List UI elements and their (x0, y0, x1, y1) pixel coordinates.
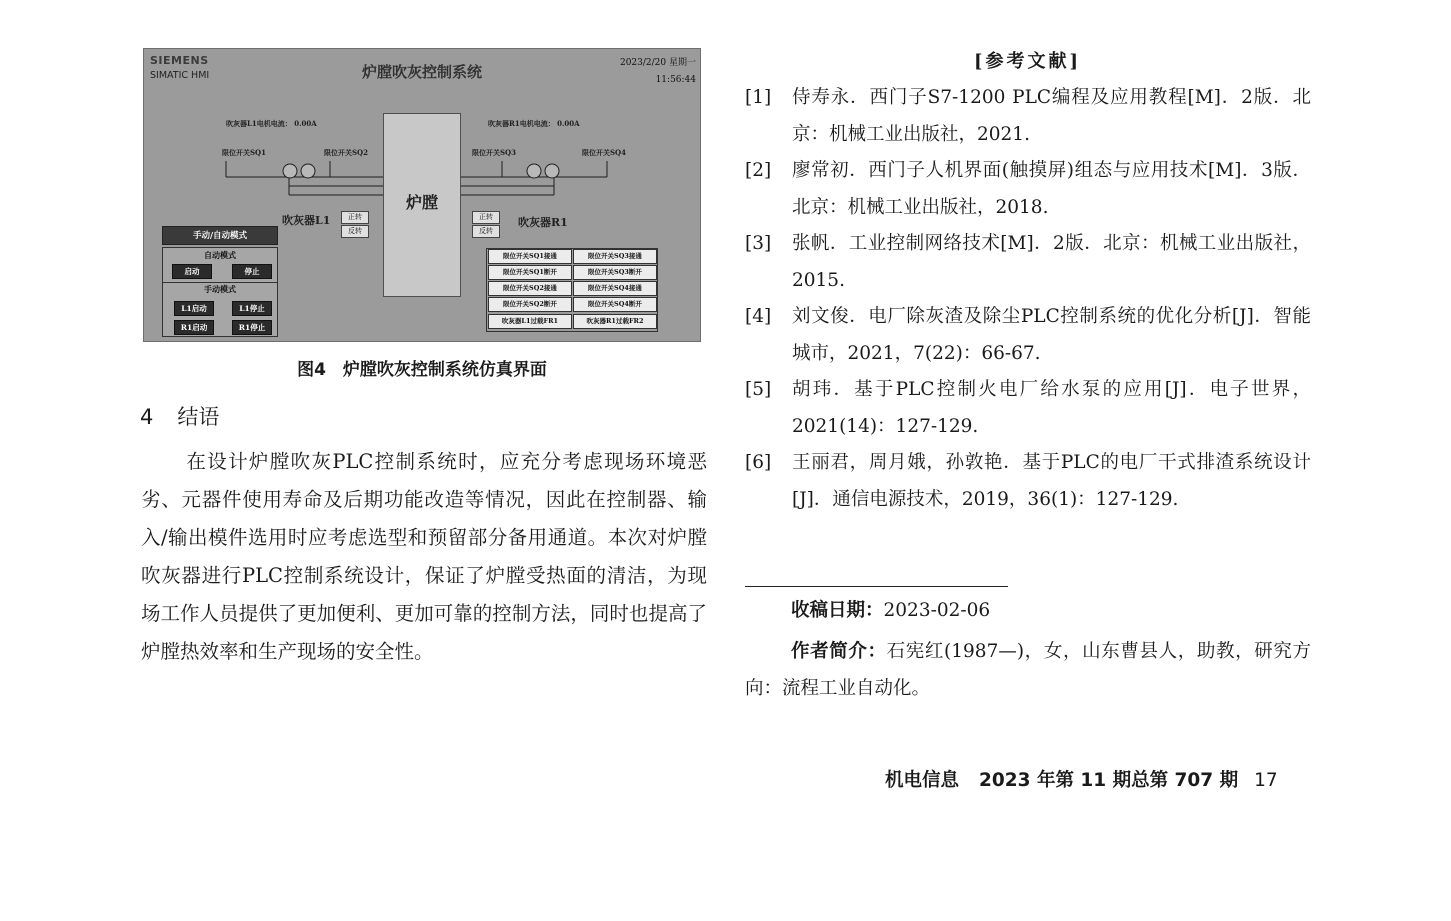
brand-product: SIMATIC HMI (150, 70, 210, 81)
brand-logo: SIEMENS (150, 54, 209, 67)
reference-text: 侍寿永．西门子S7-1200 PLC编程及应用教程[M]．2版．北京：机械工业出版社，2021. (792, 87, 1311, 145)
page-number: 17 (1254, 770, 1278, 791)
reference-text: 张帆．工业控制网络技术[M]．2版．北京：机械工业出版社，2015. (792, 233, 1311, 291)
reference-text: 王丽君，周月娥，孙敦艳．基于PLC的电厂干式排渣系统设计[J]．通信电源技术，2019，36(1)：127-129. (792, 452, 1311, 510)
limit-switch-sq4-label: 限位开关SQ4 (582, 148, 627, 157)
hmi-title: 炉膛吹灰控制系统 (361, 63, 482, 81)
r1-forward-indicator[interactable]: 正转 (472, 211, 500, 224)
mode-divider (162, 282, 278, 283)
status-indicator: 限位开关SQ1断开 (488, 265, 572, 280)
received-label: 收稿日期： (791, 600, 884, 621)
hmi-time: 11:56:44 (655, 75, 696, 85)
blower-r1-label: 吹灰器R1 (518, 216, 568, 229)
auto-mode-label: 自动模式 (204, 250, 236, 260)
reference-text: 廖常初．西门子人机界面(触摸屏)组态与应用技术[M]．3版．北京：机械工业出版社，2018. (792, 160, 1311, 218)
l1-stop-button[interactable]: L1停止 (232, 301, 272, 316)
furnace-label: 炉膛 (405, 193, 438, 212)
conclusion-paragraph (141, 443, 707, 671)
status-indicator: 限位开关SQ2接通 (488, 281, 572, 296)
references-heading: [参考文献] (973, 51, 1082, 72)
limit-switch-sq2-label: 限位开关SQ2 (324, 148, 369, 157)
hmi-date: 2023/2/20 星期一 (619, 58, 696, 68)
author-bio (745, 633, 1311, 707)
reference-number: [5] (745, 379, 772, 400)
reference-item (745, 371, 1311, 445)
reference-text: 胡玮．基于PLC控制火电厂给水泵的应用[J]．电子世界，2021(14)：127-129. (792, 379, 1311, 437)
figure-caption: 图4 炉膛吹灰控制系统仿真界面 (297, 360, 547, 380)
reference-text: 刘文俊．电厂除灰渣及除尘PLC控制系统的优化分析[J]．智能城市，2021，7(22)：66-67. (792, 306, 1311, 364)
reference-item (745, 298, 1311, 372)
status-indicator: 限位开关SQ4断开 (573, 297, 657, 312)
section-number: 4 (140, 405, 154, 429)
status-indicator: 限位开关SQ4接通 (573, 281, 657, 296)
page-footer (885, 766, 1278, 792)
reference-item (745, 152, 1311, 226)
blower-l1-label: 吹灰器L1 (282, 214, 331, 227)
status-indicator: 限位开关SQ2断开 (488, 297, 572, 312)
author-label: 作者简介： (791, 641, 887, 662)
manual-mode-label: 手动模式 (204, 284, 236, 294)
section-title: 结语 (177, 405, 220, 429)
status-grid (486, 248, 658, 332)
l1-wheel-right (301, 164, 315, 178)
l1-start-button[interactable]: L1启动 (174, 301, 214, 316)
received-date (791, 596, 990, 622)
mode-header: 手动/自动模式 (162, 226, 278, 245)
r1-stop-button[interactable]: R1停止 (232, 320, 272, 335)
reference-number: [4] (745, 306, 772, 327)
reference-number: [2] (745, 160, 772, 181)
reference-item (745, 225, 1311, 299)
reference-item (745, 444, 1311, 518)
limit-switch-sq3-label: 限位开关SQ3 (472, 148, 517, 157)
auto-start-button[interactable]: 启动 (172, 264, 212, 279)
l1-forward-indicator[interactable]: 正转 (341, 211, 369, 224)
hmi-figure (143, 48, 701, 342)
reference-number: [1] (745, 87, 772, 108)
current-l1-readout: 吹灰器L1电机电流： 0.00A (226, 119, 317, 128)
conclusion-text: 在设计炉膛吹灰PLC控制系统时，应充分考虑现场环境恶劣、元器件使用寿命及后期功能改造等情况，因此在控制器、输入/输出模件选用时应考虑选型和预留部分备用通道。本次对炉膛吹灰器进行PLC控制系统设计，保证了炉膛受热面的清洁，为现场工作人员提供了更加便利、更加可靠的控制方法，同时也提高了炉膛热效率和生产现场的安全性。 (141, 450, 707, 663)
r1-start-button[interactable]: R1启动 (174, 320, 214, 335)
status-indicator: 吹灰器L1过载FR1 (488, 314, 572, 329)
l1-wheel-left (283, 164, 297, 178)
section-heading (140, 401, 219, 431)
footnote-rule (745, 586, 1008, 587)
r1-wheel-left (527, 164, 541, 178)
r1-reverse-indicator[interactable]: 反转 (472, 225, 500, 238)
reference-number: [3] (745, 233, 772, 254)
status-indicator: 吹灰器R1过载FR2 (573, 314, 657, 329)
received-value: 2023-02-06 (883, 600, 991, 621)
r1-wheel-right (545, 164, 559, 178)
reference-number: [6] (745, 452, 772, 473)
author-value: 石宪红(1987—)，女，山东曹县人，助教，研究方向：流程工业自动化。 (745, 641, 1311, 699)
auto-stop-button[interactable]: 停止 (232, 264, 272, 279)
current-r1-readout: 吹灰器R1电机电流： 0.00A (488, 119, 580, 128)
journal-name: 机电信息 (885, 770, 960, 791)
issue-info: 2023 年第 11 期总第 707 期 (979, 770, 1239, 791)
limit-switch-sq1-label: 限位开关SQ1 (222, 148, 267, 157)
status-indicator: 限位开关SQ3接通 (573, 249, 657, 264)
status-indicator: 限位开关SQ1接通 (488, 249, 572, 264)
status-indicator: 限位开关SQ3断开 (573, 265, 657, 280)
reference-item (745, 79, 1311, 153)
l1-reverse-indicator[interactable]: 反转 (341, 225, 369, 238)
